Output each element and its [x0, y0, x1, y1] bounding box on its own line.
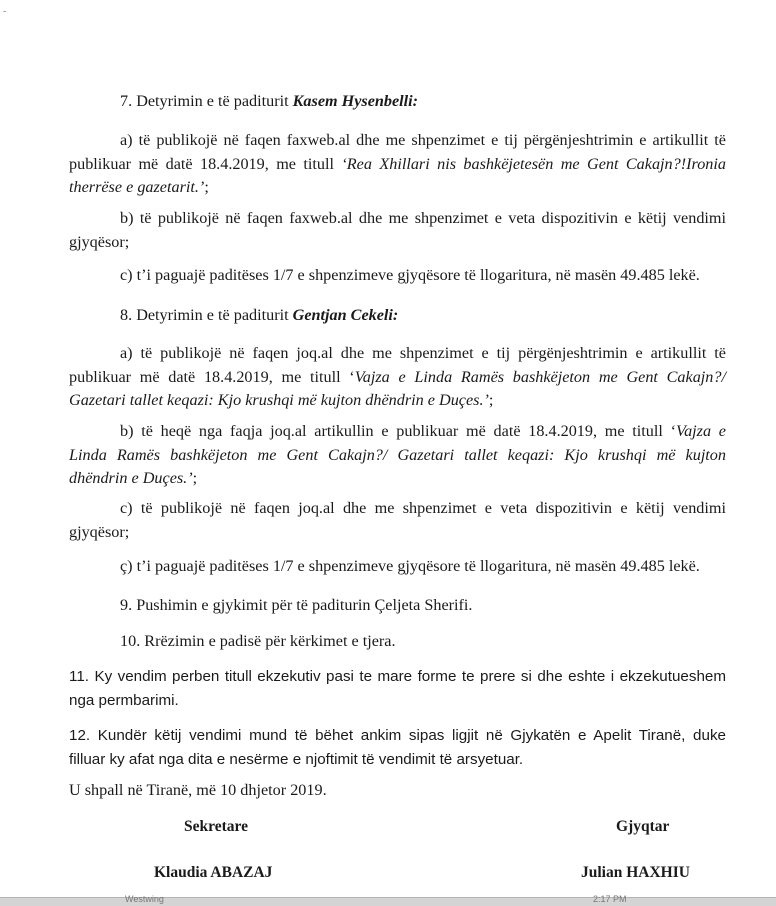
item-9-paragraph: 9. Pushimin e gjykimit për të paditurin Çeljeta Sherifi.: [120, 596, 473, 614]
item-7b-paragraph: b) të publikojë në faqen faxweb.al dhe me shpenzimet e veta dispozitivin e këtij vendimi gjyqësor;: [69, 209, 726, 251]
item-7-heading: 7. Detyrimin e të paditurit Kasem Hysenbelli:: [120, 92, 419, 110]
item-7-party-name: Kasem Hysenbelli:: [292, 92, 419, 110]
item-8cc-paragraph: ç) t’i paguajë paditëses 1/7 e shpenzimeve gjyqësore të llogaritura, në masën 49.485 lekë.: [120, 557, 700, 575]
item-8-party-name: Gentjan Cekeli:: [292, 306, 399, 324]
judge-name: Julian HAXHIU: [581, 864, 690, 881]
closing-statement: U shpall në Tiranë, më 10 dhjetor 2019.: [69, 781, 327, 799]
item-11-paragraph: 11. Ky vendim perben titull ekzekutiv pasi te mare forme te prere si dhe eshte i ekzekutueshem nga permbarimi.: [69, 668, 726, 709]
item-8c-paragraph: c) të publikojë në faqen joq.al dhe me shpenzimet e veta dispozitivin e këtij vendimi gjyqësor;: [69, 499, 726, 541]
bottom-strip-right-text: 2:17 PM: [593, 894, 627, 904]
secretary-name: Klaudia ABAZAJ: [154, 864, 273, 881]
item-8-heading: 8. Detyrimin e të paditurit Gentjan Cekeli:: [120, 306, 399, 324]
item-8b-paragraph: b) të heqë nga faqja joq.al artikullin e publikuar më datë 18.4.2019, me titull ‘Vajza e Linda Ramës bashkëjeton me Gent Cakajn?/ Gazetari tallet keqazi: Kjo krushqi më kujton dhëndrin e Duçes.’;: [69, 422, 726, 487]
corner-mark: -: [3, 6, 7, 17]
judge-title: Gjyqtar: [616, 818, 670, 835]
item-8a-paragraph: a) të publikojë në faqen joq.al dhe me shpenzimet e tij përgënjeshtrimin e artikullit të publikuar më datë 18.4.2019, me titull ‘Vajza e Linda Ramës bashkëjeton me Gent Cakajn?/ Gazetari tallet keqazi: Kjo krushqi më kujton dhëndrin e Duçes.’;: [69, 344, 726, 409]
item-7a-paragraph: a) të publikojë në faqen faxweb.al dhe me shpenzimet e tij përgënjeshtrimin e artikullit të publikuar më datë 18.4.2019, me titull ‘Rea Xhillari nis bashkëjetesën me Gent Cakajn?!Ironia therrëse e gazetarit.’;: [69, 131, 726, 196]
secretary-title: Sekretare: [184, 818, 248, 835]
bottom-strip-left-text: Westwing: [125, 894, 164, 904]
item-10-paragraph: 10. Rrëzimin e padisë për kërkimet e tjera.: [120, 632, 396, 650]
item-7c-paragraph: c) t’i paguajë paditëses 1/7 e shpenzimeve gjyqësore të llogaritura, në masën 49.485 lekë.: [120, 266, 700, 284]
item-12-paragraph: 12. Kundër këtij vendimi mund të bëhet ankim sipas ligjit në Gjykatën e Apelit Tiranë, duke filluar ky afat nga dita e nesërme e njoftimit të vendimit të arsyetuar.: [69, 727, 726, 768]
